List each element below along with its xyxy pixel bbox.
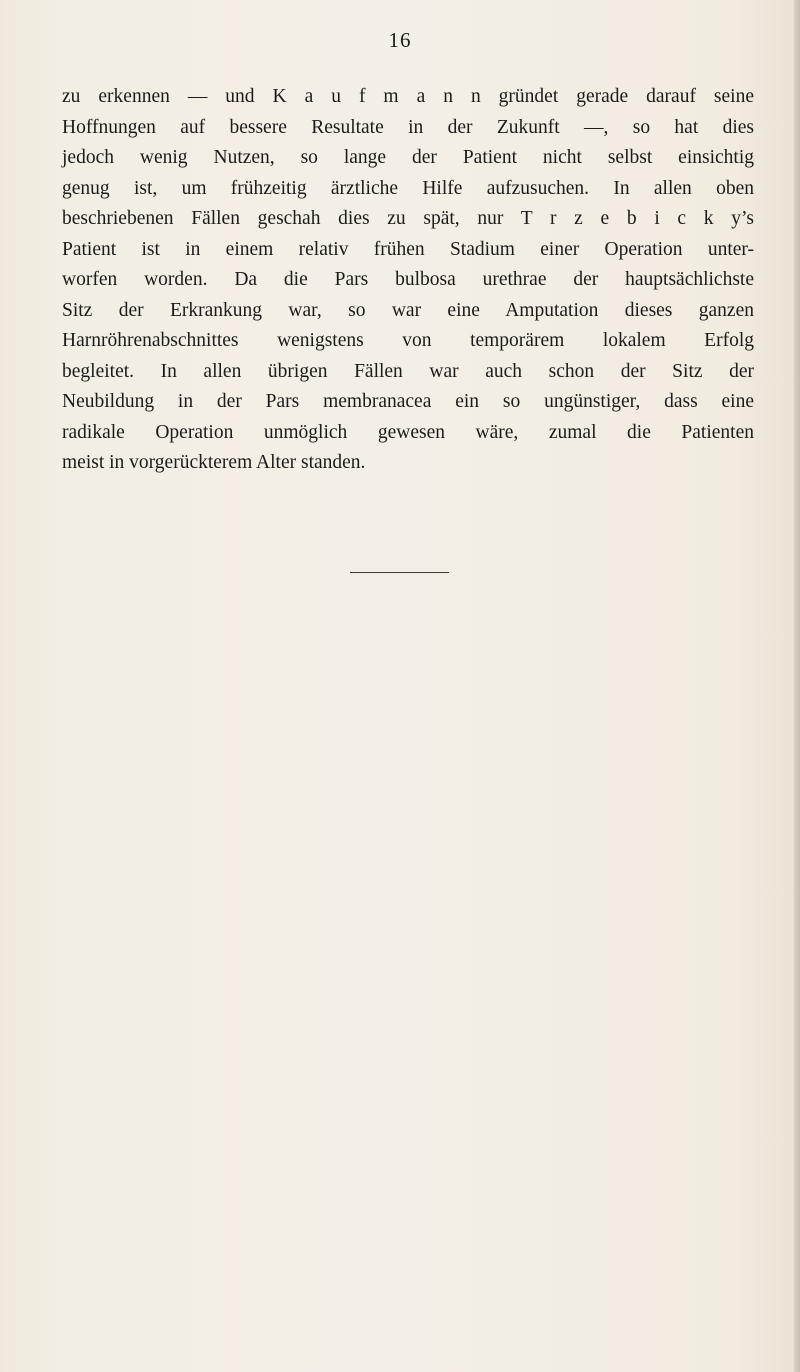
section-divider-rule: [350, 572, 449, 573]
text-line: Sitz der Erkrankung war, so war eine Amputation dieses ganzen: [62, 299, 754, 321]
text-line: meist in vorgerückterem Alter standen.: [62, 452, 366, 473]
text-line: Hoffnungen auf bessere Resultate in der Zukunft —, so hat dies: [62, 116, 754, 138]
page-number: 16: [388, 28, 412, 52]
text-line: Harnröhrenabschnittes wenigstens von temporärem lokalem Erfolg: [62, 330, 754, 351]
text-line: Patient ist in einem relativ frühen Stadium einer Operation unter-: [62, 238, 754, 260]
text-line: Neubildung in der Pars membranacea ein so ungünstiger, dass eine: [62, 391, 754, 412]
text-line: jedoch wenig Nutzen, so lange der Patient nicht selbst einsichtig: [62, 147, 754, 168]
text-line: begleitet. In allen übrigen Fällen war auch schon der Sitz der: [62, 360, 754, 382]
text-line: zu erkennen — und K a u f m a n n gründet gerade darauf seine: [62, 86, 754, 107]
text-line: genug ist, um frühzeitig ärztliche Hilfe aufzusuchen. In allen oben: [62, 177, 754, 199]
text-line: worfen worden. Da die Pars bulbosa urethrae der hauptsächlichste: [62, 269, 754, 290]
body-text: [62, 82, 754, 479]
text-line: radikale Operation unmöglich gewesen wäre, zumal die Patienten: [62, 421, 754, 443]
page-edge: [794, 0, 800, 1372]
text-line: beschriebenen Fällen geschah dies zu spät, nur T r z e b i c k y’s: [62, 208, 754, 229]
